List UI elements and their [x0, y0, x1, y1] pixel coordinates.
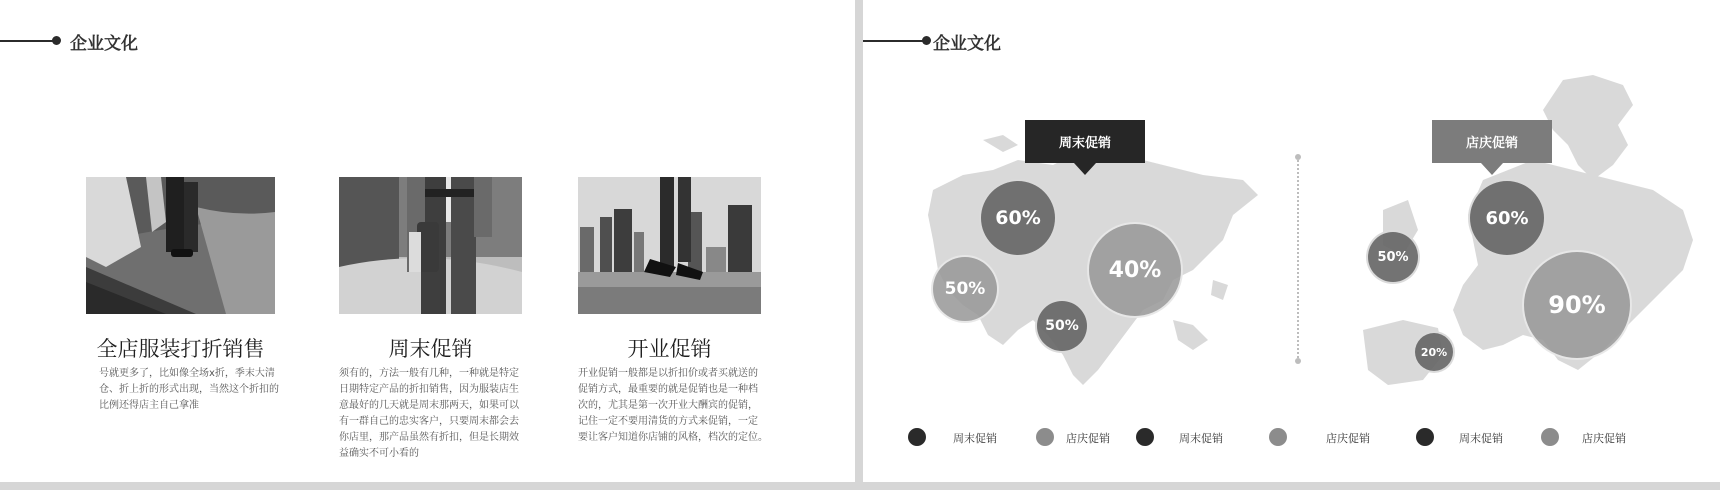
card-body-line: 记住一定不要用清货的方式来促销，一定: [578, 416, 758, 427]
europe-bubble-60: 60%: [1468, 179, 1546, 257]
header-line: [0, 40, 55, 42]
card-body-line: 要让客户知道你店铺的风格，档次的定位。: [578, 432, 768, 443]
asia-bubble-60: 60%: [979, 179, 1057, 257]
callout-pointer: [1074, 163, 1096, 175]
divider-line: [1297, 157, 1299, 362]
legend-dot-gray: [1541, 428, 1559, 446]
card-body-line: 意最好的几天就是周末那两天，如果可以: [339, 400, 519, 411]
legend-label: 周末促销: [1179, 432, 1223, 445]
card-body-line: 开业促销一般都是以折扣价或者买就送的: [578, 368, 758, 379]
europe-bubble-20: 20%: [1413, 331, 1455, 373]
legend-label: 周末促销: [1459, 432, 1503, 445]
europe-bubble-50: 50%: [1366, 230, 1420, 284]
asia-bubble-50-small: 50%: [1035, 299, 1089, 353]
page-title: 企业文化: [933, 34, 1001, 54]
left-slide: [0, 0, 855, 482]
legend-dot-gray: [1269, 428, 1287, 446]
city-skyline-walker-photo: [578, 177, 761, 314]
legend-label: 店庆促销: [1326, 432, 1370, 445]
card-body-line: 促销方式，最重要的就是促销也是一种档: [578, 384, 758, 395]
legend-label: 周末促销: [953, 432, 997, 445]
card-title: 周末促销: [388, 337, 473, 361]
callout-pointer: [1481, 163, 1503, 175]
card-body-line: 你店里，那产品虽然有折扣，但是长期效: [339, 432, 519, 443]
wedding-couple-photo: [86, 177, 275, 314]
weekend-promo-callout: 周末促销: [1025, 120, 1145, 163]
card-title: 全店服装打折销售: [96, 337, 265, 361]
card-body: [578, 366, 793, 446]
asia-bubble-40: 40%: [1087, 222, 1183, 318]
card-body-line: 比例还得店主自己拿准: [99, 400, 199, 411]
legend-label: 店庆促销: [1582, 432, 1626, 445]
card-body: [99, 366, 299, 414]
right-slide: [863, 0, 1720, 482]
anniversary-promo-callout: 店庆促销: [1432, 120, 1552, 163]
card-body-line: 益确实不可小看的: [339, 448, 419, 459]
legend-dot-dark: [908, 428, 926, 446]
card-body-line: 号就更多了，比如像全场x折，季末大清: [99, 368, 275, 379]
card-body: [339, 366, 539, 462]
asia-bubble-50-large: 50%: [931, 255, 999, 323]
card-body-line: 次的，尤其是第一次开业大酬宾的促销，: [578, 400, 758, 411]
card-body-line: 有一群自己的忠实客户，只要周末都会去: [339, 416, 519, 427]
page-title: 企业文化: [70, 34, 138, 54]
divider-dot: [1295, 154, 1301, 160]
legend-dot-dark: [1136, 428, 1154, 446]
businessman-briefcase-photo: [339, 177, 522, 314]
divider-dot: [1295, 358, 1301, 364]
legend-label: 店庆促销: [1066, 432, 1110, 445]
legend-dot-gray: [1036, 428, 1054, 446]
header-line: [863, 40, 925, 42]
europe-bubble-90: 90%: [1522, 250, 1632, 360]
legend-dot-dark: [1416, 428, 1434, 446]
header-dot: [52, 36, 61, 45]
card-body-line: 须有的，方法一般有几种，一种就是特定: [339, 368, 519, 379]
card-title: 开业促销: [627, 337, 712, 361]
card-body-line: 日期特定产品的折扣销售，因为服装店生: [339, 384, 519, 395]
card-body-line: 仓、折上折的形式出现，当然这个折扣的: [99, 384, 279, 395]
header-dot: [922, 36, 931, 45]
